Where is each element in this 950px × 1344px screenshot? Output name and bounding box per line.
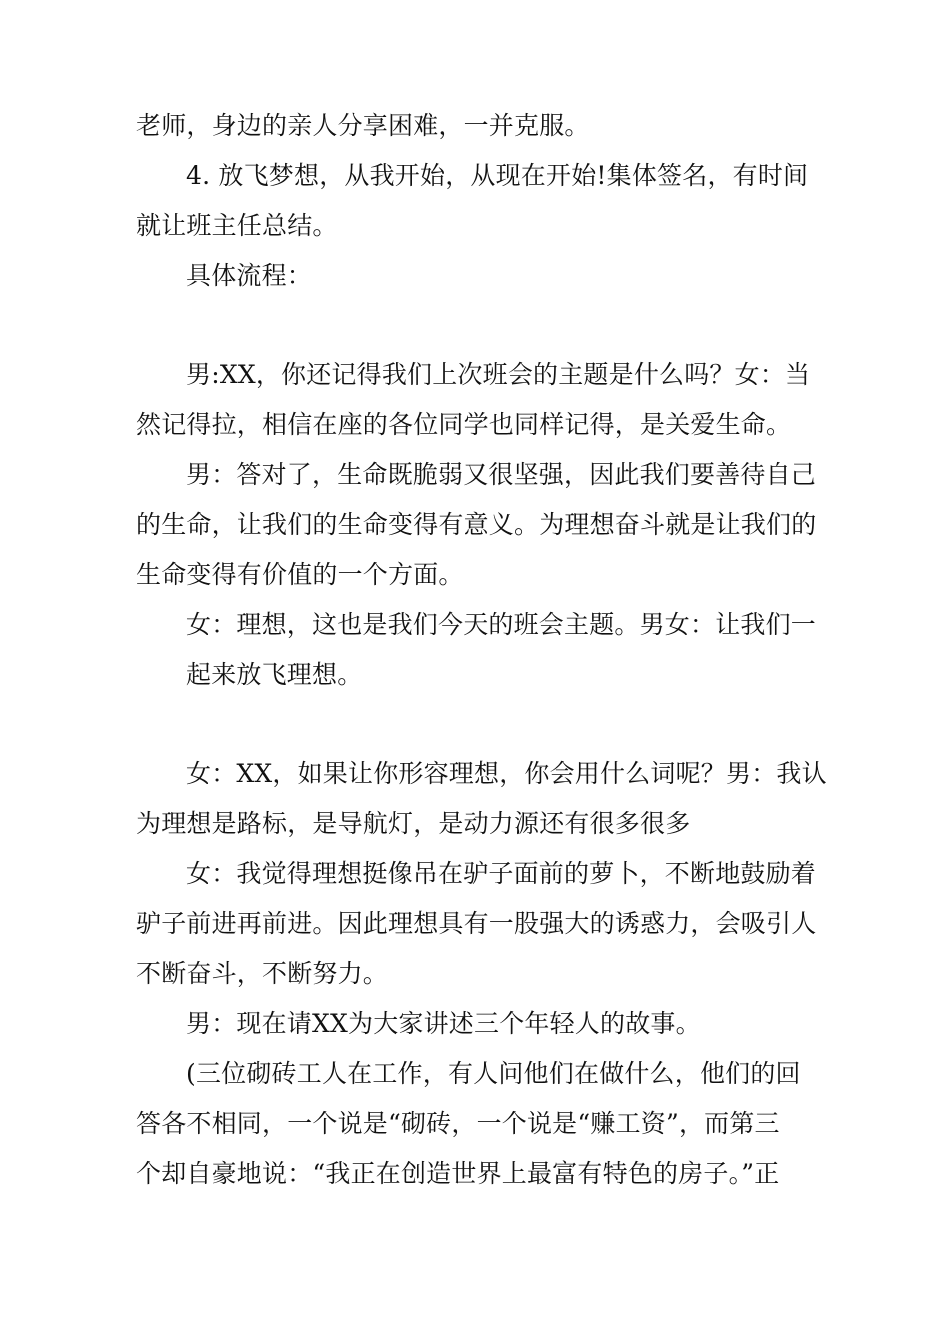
text-line: 个却自豪地说：“我正在创造世界上最富有特色的房子。”正 [136, 1159, 780, 1188]
text-line: 老师，身边的亲人分享困难，一并克服。 [136, 111, 590, 140]
text-line: 男：答对了，生命既脆弱又很坚强，因此我们要善待自己 [186, 460, 817, 489]
text-line: 女：理想，这也是我们今天的班会主题。男女：让我们一 [186, 610, 817, 639]
text-line: 女：我觉得理想挺像吊在驴子面前的萝卜，不断地鼓励着 [186, 859, 817, 888]
text-line: 然记得拉，相信在座的各位同学也同样记得，是关爱生命。 [136, 410, 792, 439]
text-line: 男:XX，你还记得我们上次班会的主题是什么吗？女：当 [186, 360, 811, 389]
text-line: (三位砌砖工人在工作，有人问他们在做什么，他们的回 [186, 1059, 801, 1088]
text-line: 4. 放飞梦想，从我开始，从现在开始!集体签名，有时间 [186, 161, 809, 190]
text-line: 不断奋斗，不断努力。 [136, 959, 389, 988]
text-line: 生命变得有价值的一个方面。 [136, 560, 464, 589]
text-line: 起来放飞理想。 [186, 660, 363, 689]
text-line: 就让班主任总结。 [136, 211, 338, 240]
text-line: 驴子前进再前进。因此理想具有一股强大的诱惑力，会吸引人 [136, 909, 817, 938]
text-line: 具体流程： [186, 261, 313, 290]
text-line: 男：现在请XX为大家讲述三个年轻人的故事。 [186, 1009, 701, 1038]
text-line: 的生命，让我们的生命变得有意义。为理想奋斗就是让我们的 [136, 510, 817, 539]
text-line: 为理想是路标，是导航灯，是动力源还有很多很多 [136, 809, 691, 838]
text-line: 女：XX，如果让你形容理想，你会用什么词呢？男：我认 [186, 759, 827, 788]
text-line: 答各不相同，一个说是“砌砖，一个说是“赚工资”，而第三 [136, 1109, 780, 1138]
